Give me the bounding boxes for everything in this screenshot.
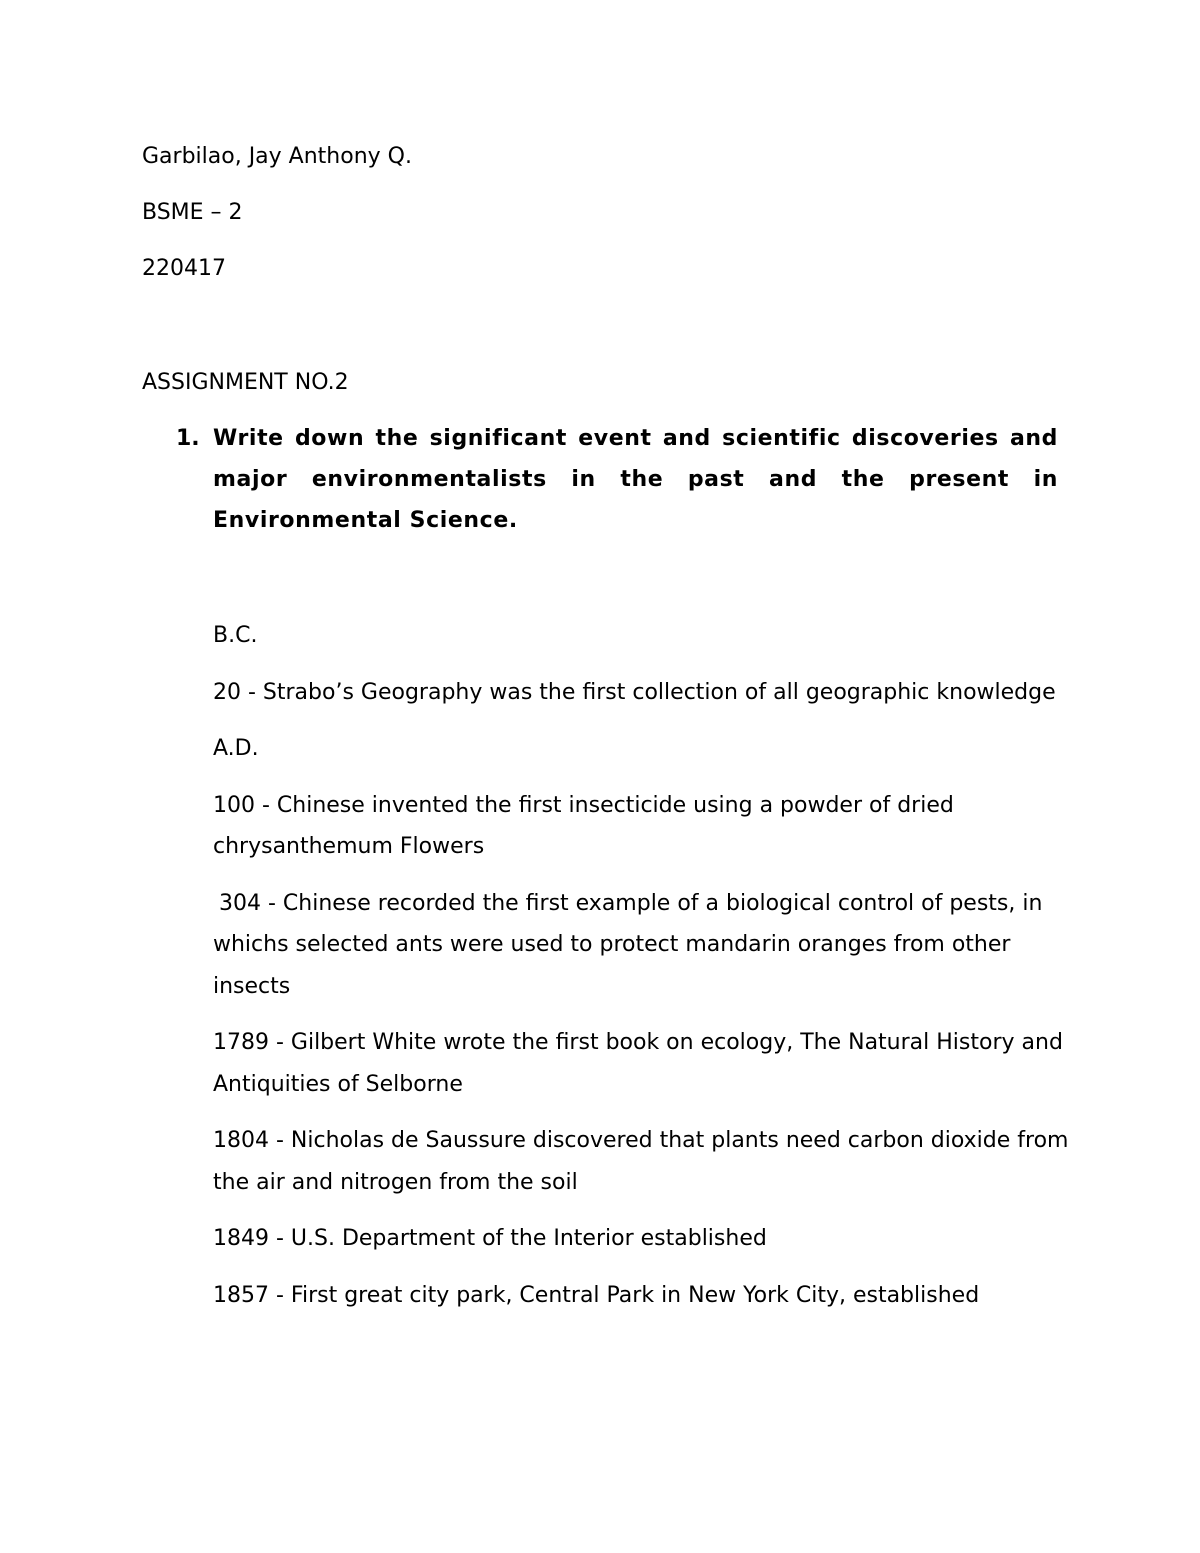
timeline-entry: 1857 - First great city park, Central Park in New York City, established (213, 1282, 980, 1308)
question-text: Write down the significant event and scientific discoveries and major environmentalists in the past and the present in Environmental Science. (213, 426, 1058, 533)
student-name: Garbilao, Jay Anthony Q. (142, 144, 412, 169)
question-item (142, 418, 1058, 541)
timeline-entry: 100 - Chinese invented the first insecticide using a powder of dried chrysanthemum Flowers (213, 792, 954, 859)
timeline-entry: 1849 - U.S. Department of the Interior established (213, 1226, 767, 1251)
timeline-era-heading: B.C. (213, 623, 258, 648)
question-number: 1. (176, 426, 200, 451)
timeline-entry: 1789 - Gilbert White wrote the first book on ecology, The Natural History and Antiquities of Selborne (213, 1030, 1063, 1097)
timeline-entry: 304 - Chinese recorded the first example of a biological control of pests, in whichs selected ants were used to protect mandarin oranges from other insects (213, 890, 1043, 999)
timeline-entry: 20 - Strabo’s Geography was the first collection of all geographic knowledge (213, 679, 1056, 705)
student-id: 220417 (142, 256, 226, 281)
timeline-era-heading: A.D. (213, 736, 259, 761)
student-course: BSME – 2 (142, 200, 243, 225)
assignment-title: ASSIGNMENT NO.2 (142, 370, 349, 395)
timeline-entry: 1804 - Nicholas de Saussure discovered that plants need carbon dioxide from the air and nitrogen from the soil (213, 1128, 1069, 1195)
timeline-list (213, 615, 1073, 1331)
